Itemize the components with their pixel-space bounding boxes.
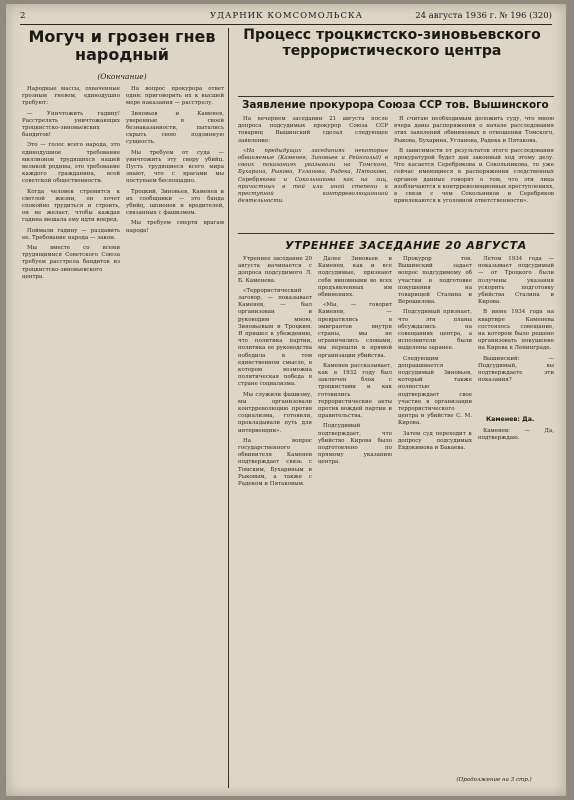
session-column-2 — [318, 256, 392, 776]
paragraph: На вопрос государственного обвинителя Каменев подтверждает связь с Томским, Бухариным и Рыковым, а также с Радеком и Пятаковым. — [238, 437, 312, 488]
page-number: 2 — [20, 11, 26, 21]
paragraph: Далее Зиновьев и Каменев, как и все подсудимые, признают себя виновными во всех предъявленных им обвинениях. — [318, 256, 392, 299]
paragraph: Мы служили фашизму, мы организовали контрреволюцию против социализма, готовили, прокладывали путь для интервенции». — [238, 391, 312, 434]
paragraph: Прокурор тов. Вышинский задает вопрос подсудимому об участии в подготовке покушения на товарищей Сталина и Ворошилова. — [398, 256, 472, 306]
paragraph: Летом 1934 года — показывает подсудимый — от Троцкого были получены указания ускорить подготовку убийства Сталина и Кирова. — [478, 256, 554, 306]
statement-column-1 — [238, 116, 388, 230]
session-column-1 — [238, 256, 312, 776]
paragraph: Подсудимый признает, что эти планы обсуждались на совещаниях центра, а исполнители были выделены заранее. — [398, 309, 472, 352]
morning-session-heading: УТРЕННЕЕ ЗАСЕДАНИЕ 20 АВГУСТА — [285, 239, 527, 252]
paragraph: Мы вместе со всеми трудящимися Советского Союза требуем расстрела бандитов из троцкистско-зиновьевского центра. — [22, 245, 120, 280]
column-divider — [228, 28, 229, 788]
paragraph: Троцкий, Зиновьев, Каменев и их сообщники — это банда убийц, шпионов и вредителей, связанных с фашизмом. — [126, 188, 224, 217]
paragraph: В зависимости от результатов этого расследования прокуратурой будет дан законный ход этому делу. Что касается Серебрякова и Сокольникова, то уже сейчас имеющиеся в распоряжении следственных органов данные говорят о том, что эти лица изобличаются в контрреволюционных преступлениях, в связи с чем Сокольников и Серебряков привлекаются к уголовной ответственности». — [394, 147, 554, 205]
left-article-headline: Могуч и грозен гнев народный — [28, 27, 216, 64]
headline-rule — [238, 96, 554, 97]
newspaper-name: УДАРНИК КОМСОМОЛЬСКА — [210, 11, 364, 21]
paragraph: Поймали гадину — раздавить ее. Требование народа — закон. — [22, 227, 120, 241]
paragraph: «На предыдущих заседаниях некоторые обвиняемые (Каменев, Зиновьев и Рейнгольд) в своих показаниях указывали на Томского, Бухарина, Рыкова, Угланова, Радека, Пятакова, Серебрякова и Сокольникова как на лиц, причастных в той или иной степени к преступной контрреволюционной деятельности. — [238, 147, 388, 205]
paragraph: Когда человек стремится к светлой жизни, он хочет спокойно трудиться и строить, он не желает, чтобы каждая гадина мешала ему идти вперед. — [22, 188, 120, 224]
paragraph: Мы требуем от суда — уничтожить эту свору убийц. Пусть трудящиеся всего мира знают, что с врагами мы поступаем беспощадно. — [126, 149, 224, 185]
paragraph: Мы требуем смерти врагам народа! — [126, 220, 224, 234]
session-column-4-top — [478, 256, 554, 412]
paragraph: Это — голос всего народа, это единодушное требование миллионов трудящихся нашей великой родины, это требование каждого гражданина, всей советской общественности. — [22, 142, 120, 185]
session-column-4-bottom — [478, 428, 554, 773]
section-rule — [238, 233, 554, 234]
paragraph: Зиновьев и Каменев, уверенные в своей безнаказанности, пытались скрыть свою подлинную сущность. — [126, 110, 224, 146]
paragraph: Следующим допрашивается подсудимый Зиновьев, который также полностью подтверждает свое участие в организации террористического центра и убийстве С. М. Кирова. — [398, 355, 472, 427]
paragraph: Я считаю необходимым доложить суду, что мною вчера даны распоряжения о начале расследования этих заявлений обвиняемых в отношении Томского, Рыкова, Бухарина, Угланова, Радека и Пятакова. — [394, 116, 554, 144]
paragraph: Народные массы, охваченные грозным гневом, единодушно требуют: — [22, 86, 120, 107]
right-article-headline: Процесс троцкистско-зиновьевского террористического центра — [243, 27, 541, 59]
paragraph: Затем суд переходит к допросу подсудимых Евдокимова и Бакаева. — [398, 430, 472, 452]
paragraph: Каменев: — Да, подтверждаю. — [478, 428, 554, 442]
paragraph: «Террористический заговор, — показывает Каменев, — был организован и руководим мною, Зиновьевым и Троцким. Я пришел к убеждению, что политика партии, политика ее руководства победила в том единственном смысле, в котором возможна политическая победа в стране социализма. — [238, 287, 312, 388]
masthead — [20, 10, 552, 25]
left-article-column-1 — [22, 86, 120, 776]
paragraph: Подсудимый подтверждает, что убийство Кирова было подготовлено по прямому указанию центра. — [318, 423, 392, 466]
prosecutor-statement-subhead: Заявление прокурора Союза ССР тов. Вышинского — [242, 99, 549, 111]
paragraph: Утреннее заседание 20 августа начинается с допроса подсудимого Л. Б. Каменева. — [238, 256, 312, 284]
left-article-subtitle: (Окончание) — [97, 72, 147, 81]
paragraph: На вопрос прокурора ответ один: приговорить их к высшей мере наказания — расстрелу. — [126, 86, 224, 107]
left-article-column-2 — [126, 86, 224, 776]
issue-date: 24 августа 1936 г. № 196 (320) — [415, 11, 552, 21]
paragraph: — Уничтожить гадину! Расстрелять уничтожающих троцкистско-зиновьевских бандитов! — [22, 110, 120, 139]
newspaper-page — [6, 4, 566, 796]
paragraph: Вышинский: — Подсудимый, вы подтверждаете эти показания? — [478, 355, 554, 384]
paragraph: В июне 1934 года на квартире Каменева состоялось совещание, на котором было решено организовать покушение на Кирова в Ленинграде. — [478, 309, 554, 352]
continued-note: (Продолжение на 3 стр.) — [456, 777, 532, 783]
paragraph: «Мы, — говорит Каменев, — превратились в эмигрантов внутри страны, мы не ограничились словами, мы перешли к прямой организации убийства. — [318, 302, 392, 359]
paragraph: На вечернем заседании 21 августа после допроса подсудимых прокурор Союза ССР товарищ Вышинский сделал следующее заявление: — [238, 116, 388, 144]
paragraph: Каменев рассказывает, как в 1932 году был заключен блок с троцкистами и как готовились террористические акты против вождей партии и правительства. — [318, 362, 392, 420]
statement-column-2 — [394, 116, 554, 230]
session-column-3 — [398, 256, 472, 776]
speaker-label: Каменев: Да. — [486, 416, 535, 423]
